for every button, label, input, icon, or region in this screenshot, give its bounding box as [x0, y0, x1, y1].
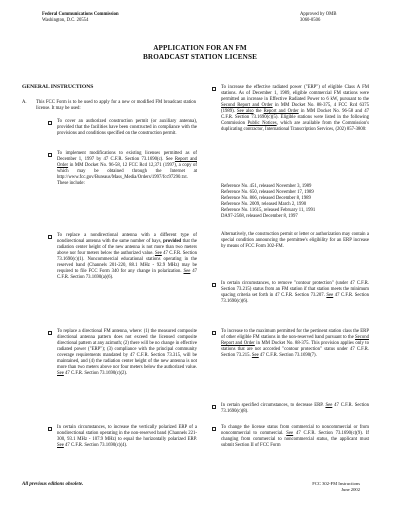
- alternative-paragraph: Alternatively, the construction permit or letter or authorization may contain a special condition announcing the permittee's eligibility for an ERP increase by means of FCC Form 302-FM.: [221, 232, 369, 250]
- checkbox-increase-class-a-erp[interactable]: [212, 87, 216, 91]
- omb-approval: Approved by OMB: [300, 12, 337, 17]
- footer-form-name: FCC 302-FM Instructions: [312, 481, 360, 486]
- item-implement-modifications: To implement modifications to existing licenses permitted as of December 1, 1997 by 47 C.F.R. Section 73.1690(c). See Report and Order in MM Docket No. 96-58, 12 FCC Rcd 12,371 (1997), a copy of which may be obtained through the Internet at http://www.fcc.gov/Bureaus/Mass_Media/Orders/1997/fcc97290.txt. These include:: [57, 151, 197, 187]
- checkbox-increase-max-erp[interactable]: [212, 331, 216, 335]
- checkbox-decrease-erp[interactable]: [212, 405, 216, 409]
- checkbox-remove-contour-protection[interactable]: [212, 283, 216, 287]
- checkbox-replace-directional[interactable]: [48, 331, 52, 335]
- reference-item: Reference No. 650, released November 17, 1989: [221, 190, 314, 196]
- item-remove-contour-protection: In certain circumstances, to remove "contour protection" (under 47 C.F.R. Section 73.215) status from an FM station if that station meets the minimum spacing criteria set forth in 47 C.F.R. Section 73.207. See 47 C.F.R. Section 73.1690(c)(6).: [221, 281, 369, 305]
- footer-obsolete-note: All previous editions obsolete.: [22, 482, 84, 487]
- footer-form-id: [260, 481, 360, 492]
- checkbox-vertical-erp[interactable]: [48, 427, 52, 431]
- form-title-line1: APPLICATION FOR AN FM: [153, 44, 247, 52]
- footer-form-date: June 2002: [341, 486, 360, 492]
- checkbox-implement-modifications[interactable]: [48, 153, 52, 157]
- reference-list: [221, 184, 371, 220]
- item-increase-max-erp: To increase to the maximum permitted for the pertinent station class the ERP of other eligible FM stations in the non-reserved band pursuant to the Second Report and Order in MM Docket No. 88-375. This provision applies only to stations that are not accorded "contour protection" status under 47 C.F.R. Section 73.215. See 47 C.F.R. Section 73.1690(7).: [221, 329, 369, 359]
- item-change-license-status: To change the license status from commercial to noncommercial or from noncommercial to commercial. See 47 C.F.R. Section 73.1690(c)(9). If changing from commercial to noncommercial status, the applicant must submit Section II of FCC Form: [221, 425, 369, 449]
- checkbox-replace-nondirectional[interactable]: [48, 235, 52, 239]
- agency-city: Washington, D.C. 20554: [42, 18, 89, 23]
- item-replace-nondirectional: To replace a nondirectional antenna with a different type of nondirectional antenna with the same number of bays, provided that the radiation center height of the new antenna is not more than two meters above nor four meters below the authorized value. See 47 C.F.R. Section 73.1690(c)(1). Noncommercial educational stations operating in the reserved band (Channels 201-220, 88.1 MHz - 92.9 MHz) may be required to file FCC Form 340 for any change in polarization. See 47 C.F.R. Section 73.1690(a)(6).: [57, 233, 198, 281]
- reference-item: Reference No. 2009, released March 2, 1990: [221, 202, 307, 208]
- checkbox-cover-permit[interactable]: [48, 121, 52, 125]
- item-replace-directional: To replace a directional FM antenna, where: (1) the measured composite directional antenna pattern does not exceed the licensed composite directional pattern at any azimuth; (2) there will be no change in effective radiated power ("ERP"); (3) compliance with the principal community coverage requirements mandated by 47 C.F.R. Section 73.315, will be maintained, and (4) the radiation center height of the new antenna is not more than two meters above nor four meters below the authorized value. See 47 C.F.R. Section 73.1690(c)(2).: [57, 329, 197, 377]
- item-increase-class-a-erp: To increase the effective radiated power ("ERP") of eligible Class A FM stations. As of December 1, 1989, eligible commercial FM stations were permitted an increase in Effective Radiated Power to 6 kW, pursuant to the Second Report and Order in MM Docket No. 88-375, 4 FCC Rcd 6375 (1989). See also the Report and Order in MM Docket No. 96-58 and 47 C.F.R. Section 73.1690(c)(5). Eligible stations were listed in the following Commission Public Notices, which are available from the Commission's duplicating contractor, International Transcription Services, (202) 857-3800:: [221, 85, 369, 133]
- reference-item: Reference No. 866, released December 8, 1989: [221, 196, 311, 202]
- form-title-line2: BROADCAST STATION LICENSE: [143, 53, 257, 61]
- reference-item: Reference No. 11615, released February 11, 1991: [221, 208, 316, 214]
- agency-name: Federal Communications Commission: [42, 12, 119, 17]
- item-cover-permit: To cover an authorized construction permit (or auxiliary antenna), provided that the facilities have been constructed in compliance with the provisions and conditions specified on the construction permit.: [57, 119, 197, 137]
- section-marker: A.: [22, 100, 27, 105]
- reference-item: Reference No. 451, released November 3, 1989: [221, 184, 312, 189]
- omb-number: 3060-0506: [300, 18, 321, 23]
- item-vertical-erp: In certain circumstances, to increase the vertically polarized ERP of a nondirectional station operating in the non-reserved band (Channels 221-300, 93.1 MHz - 107.9 MHz) to equal the horizontally polarized ERP. See 47 C.F.R. Section 73.1690(c)(4).: [57, 425, 197, 449]
- section-heading: GENERAL INSTRUCTIONS: [22, 84, 94, 90]
- checkbox-change-license-status[interactable]: [212, 427, 216, 431]
- reference-item: DA97-2568, released December 8, 1997: [221, 214, 298, 220]
- intro-paragraph: This FCC Form is to be used to apply for a new or modified FM broadcast station license. It may be used:: [36, 100, 196, 112]
- item-decrease-erp: In certain specified circumstances, to decrease ERP. See 47 C.F.R. Section 73.1690(c)(8).: [221, 403, 369, 415]
